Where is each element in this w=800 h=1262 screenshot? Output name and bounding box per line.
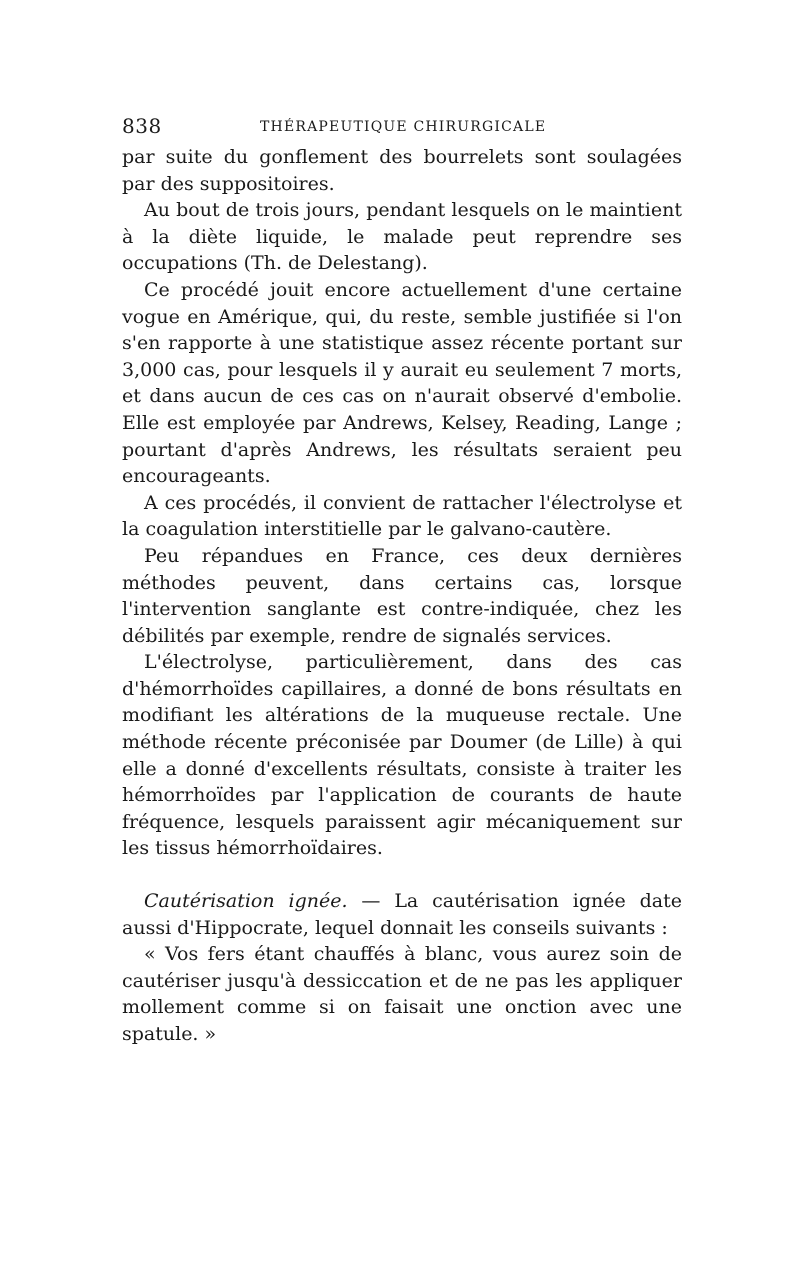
- body-text: [122, 144, 682, 1048]
- book-page: [122, 114, 682, 1048]
- paragraph: Peu répandues en France, ces deux dernières méthodes peuvent, dans certains cas, lorsque l'intervention sanglante est contre-indiquée, chez les débilités par exemple, rendre de signalés services.: [122, 544, 682, 647]
- quotation: « Vos fers étant chauffés à blanc, vous aurez soin de cautériser jusqu'à dessiccation et de ne pas les appliquer mollement comme si on faisait une onction avec une spatule. »: [122, 943, 682, 1045]
- paragraph: L'électrolyse, particulièrement, dans des cas d'hémorrhoïdes capillaires, a donné de bons résultats en modifiant les altérations de la muqueuse rectale. Une méthode récente préconisée par Doumer (de Lille) à qui elle a donné d'excellents résultats, consiste à traiter les hémorrhoïdes par l'application de courants de haute fréquence, lesquels paraissent agir mécaniquement sur les tissus hémorrhoïdaires.: [122, 651, 682, 860]
- section-paragraph: [122, 888, 682, 941]
- paragraph-continued: par suite du gonflement des bourrelets sont soulagées par des suppositoires.: [122, 146, 682, 195]
- paragraph: Au bout de trois jours, pendant lesquels on le maintient à la diète liquide, le malade peut reprendre ses occupations (Th. de Delestang).: [122, 199, 682, 275]
- section-lead: — La cautérisation ignée date aussi d'Hippocrate, lequel donnait les conseils suivants :: [122, 890, 682, 939]
- page-number: 838: [122, 114, 162, 138]
- paragraph: Ce procédé jouit encore actuellement d'une certaine vogue en Amérique, qui, du reste, semble justifiée si l'on s'en rapporte à une statistique assez récente portant sur 3,000 cas, pour lesquels il y aurait eu seulement 7 morts, et dans aucun de ces cas on n'aurait observé d'embolie. Elle est employée par Andrews, Kelsey, Reading, Lange ; pourtant d'après Andrews, les résultats seraient peu encourageants.: [122, 278, 682, 488]
- running-title: THÉRAPEUTIQUE CHIRURGICALE: [260, 119, 547, 135]
- section-heading: Cautérisation ignée.: [144, 890, 348, 913]
- page-header: [122, 114, 682, 144]
- paragraph: A ces procédés, il convient de rattacher l'électrolyse et la coagulation interstitielle par le galvano-cautère.: [122, 491, 682, 541]
